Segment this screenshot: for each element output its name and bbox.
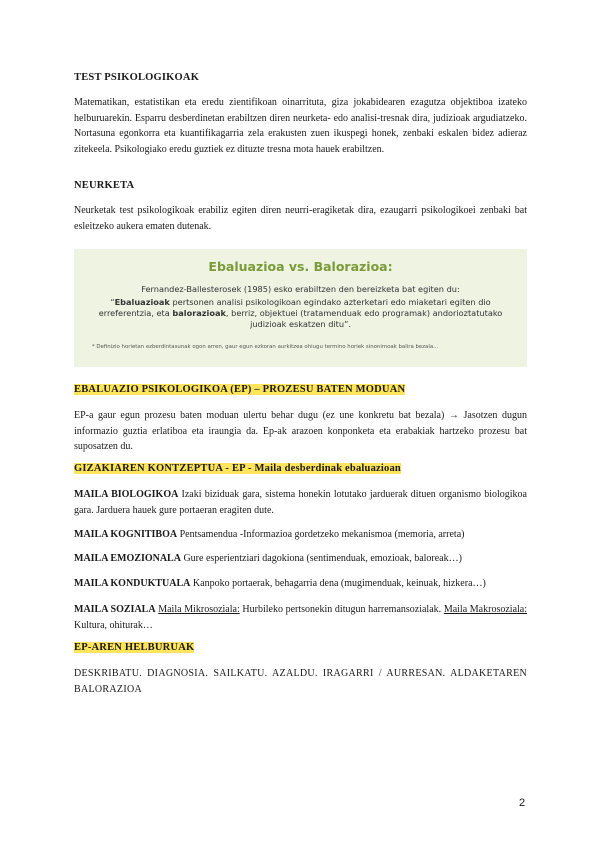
paragraph-neurketa — [74, 203, 527, 234]
level-name: MAILA SOZIALA — [74, 604, 156, 615]
term-ebaluazioak: Ebaluazioak — [114, 297, 170, 307]
micro-text: Hurbileko pertsonekin ditugun harremansozialak. — [239, 604, 444, 615]
paragraph-text: Matematikan, estatistikan eta eredu zientifikoan oinarrituta, giza jokabidearen ezagutza objektiboa izateko helburuarekin. Esparru desberdinetan erabiltzen diren neurketa- edo analisi-tresnak dira, judizioak argudiatzeko. Nortasuna egonkorra eta kuantifikagarria zela erakusten zuen ikuspegi honek, zenbaki eskalen bidez adieraz zitekeela. Psikologiako eredu guztiek ez dituzte tresna mota hauek erabiltzen. — [74, 97, 527, 155]
paragraph-text: EP-a gaur egun prozesu baten moduan ulertu behar dugu (ez une konkretu bat bezala) → Jasotzen dugun informazio guztia erlatiboa eta iraungia da. Ep-ak arazoen konponketa eta erabakiak hartzeko prozesu bat suposatzen du. — [74, 410, 527, 453]
quote-close: ”. — [344, 319, 351, 329]
micro-label: Maila Mikrosoziala: — [158, 604, 240, 615]
level-text: Gure esperientziari dagokiona (sentimenduak, emozioak, baloreak…) — [180, 553, 462, 564]
heading-neurketa: NEURKETA — [74, 180, 135, 191]
section-gizakiaren-kontzeptua — [74, 463, 527, 474]
section-test-psikologikoak — [74, 72, 527, 83]
macro-text: Kultura, ohiturak… — [74, 619, 153, 631]
quote-part: pertsonen analisi psikologikoan egindako azterketari edo miaketari egiten dio erreferentzia, eta — [98, 297, 491, 318]
heading-helburuak: EP-AREN HELBURUAK — [74, 642, 195, 653]
infobox-footnote: * Definizio horietan ezberdintasunak ogon arren, gaur egun ezkoran aurkitzea ohiugu termino horiek sinonimoak balira bezala... — [92, 344, 439, 350]
level-text: Kanpoko portaerak, behagarria dena (mugimenduak, keinuak, hizkera…) — [190, 578, 486, 589]
level-kognitiboa — [74, 527, 527, 543]
level-biologikoa — [74, 487, 527, 518]
level-emozionala — [74, 551, 527, 567]
paragraph-test-psikologikoak — [74, 95, 527, 157]
page-number: 2 — [519, 797, 526, 809]
quote-open: “ — [110, 297, 115, 307]
paragraph-text: Neurketak test psikologikoak erabiliz egiten diren neurri-eragiketak dira, ezaugarri psikologikoei zenbaki bat esleitzeko aukera ematen dutenak. — [74, 205, 527, 232]
infobox-quote — [90, 297, 511, 330]
ebaluazioa-balorazioa-infobox — [74, 249, 527, 367]
term-balorazioak: balorazioak — [172, 308, 226, 318]
level-name: MAILA KONDUKTUALA — [74, 578, 191, 589]
heading-test-psikologikoak: TEST PSIKOLOGIKOAK — [74, 72, 200, 83]
level-name: MAILA BIOLOGIKOA — [74, 489, 179, 500]
section-neurketa — [74, 180, 527, 191]
level-konduktuala — [74, 576, 527, 592]
infobox-intro: Fernandez-Ballesterosek (1985) esko erabiltzen den bereizketa bat egiten du: — [141, 284, 460, 294]
infobox-title: Ebaluazioa vs. Balorazioa: — [208, 259, 393, 274]
paragraph-text: DESKRIBATU. DIAGNOSIA. SAILKATU. AZALDU. IRAGARRI / AURRESAN. ALDAKETAREN BALORAZIOA — [74, 668, 527, 695]
section-ebaluazio-psikologikoa — [74, 384, 527, 395]
macro-label: Maila Makrosoziala: — [443, 604, 527, 615]
level-name: MAILA KOGNITIBOA — [74, 529, 178, 540]
level-name: MAILA EMOZIONALA — [74, 553, 181, 564]
section-helburuak — [74, 642, 527, 653]
heading-gizakiaren-kontzeptua: GIZAKIAREN KONTZEPTUA - EP - Maila desberdinak ebaluazioan — [74, 463, 401, 474]
level-soziala — [74, 602, 527, 633]
quote-part: , berriz, objektuei (tratamenduak edo programak) andorioztatutako judizioak eskatzen ditu — [225, 308, 503, 329]
level-text: Pentsamendua -Informazioa gordetzeko mekanismoa (memoria, arreta) — [177, 529, 465, 540]
paragraph-helburuak — [74, 666, 527, 697]
paragraph-ebaluazio-psikologikoa — [74, 408, 527, 455]
heading-ebaluazio-psikologikoa: EBALUAZIO PSIKOLOGIKOA (EP) – PROZESU BATEN MODUAN — [74, 384, 406, 395]
level-text: Izaki biziduak gara, sistema honekin lotutako jarduerak dituen organismo biologikoa gara. Jarduera hauek gure portaeran eragiten dute. — [74, 489, 527, 516]
